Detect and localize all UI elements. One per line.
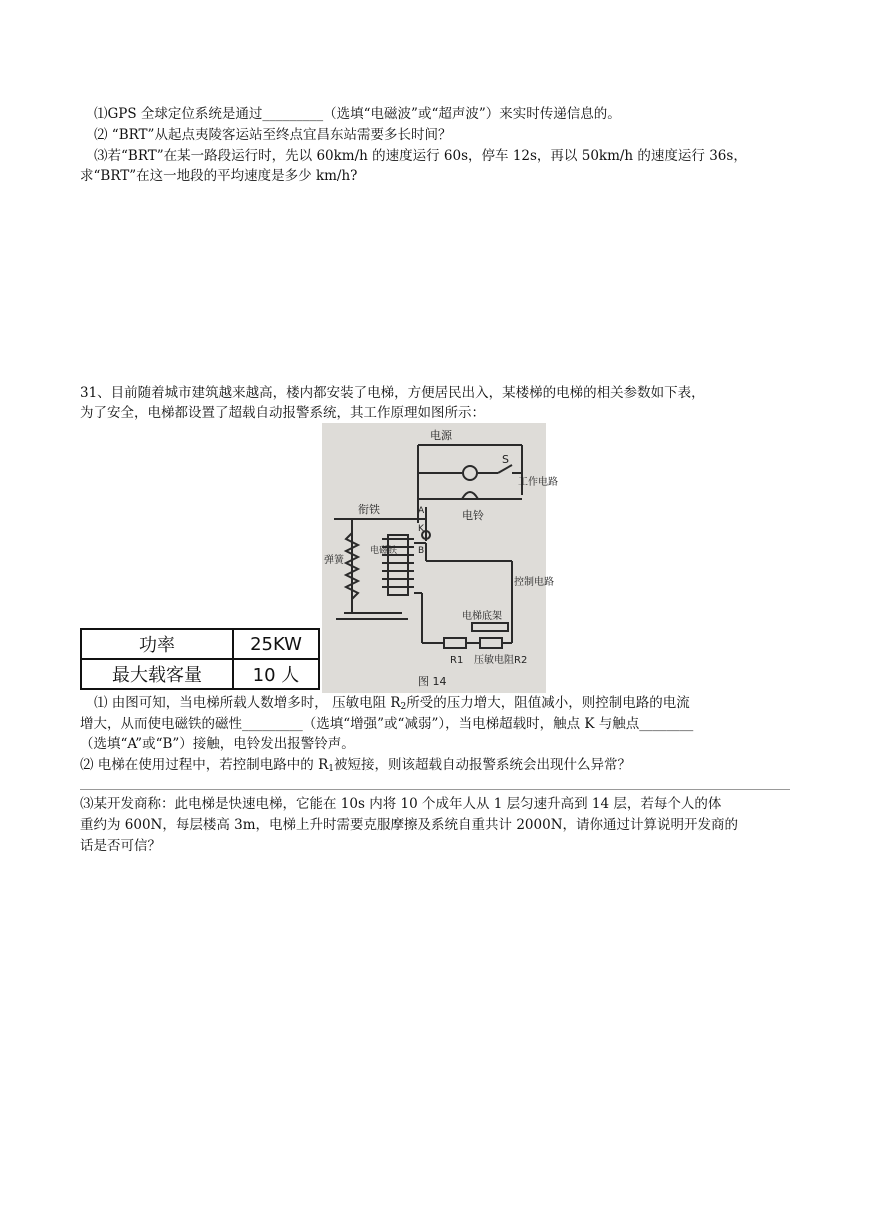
q31-part1-line3: （选填“A”或“B”）接触，电铃发出报警铃声。	[80, 736, 355, 752]
figure-armature-label: 衔铁	[358, 503, 380, 516]
q31-part3-line2: 重约为 600N，每层楼高 3m，电梯上升时需要克服摩擦及系统自重共计 2000N，请你通过计算说明开发商的	[80, 817, 739, 833]
table-cell-label: 最大载客量	[81, 659, 233, 689]
table-cell-value: 10 人	[233, 659, 319, 689]
figure-spring-label: 弹簧	[324, 555, 344, 566]
table-row	[81, 629, 319, 659]
q30-part2: ⑵ “BRT”从起点夷陵客运站至终点宜昌东站需要多长时间？	[94, 127, 452, 143]
figure-contact-k: K	[418, 524, 424, 534]
table-cell-label: 功率	[81, 629, 233, 659]
figure-power-label: 电源	[430, 429, 452, 442]
q31-part3-line1: ⑶某开发商称：此电梯是快速电梯，它能在 10s 内将 10 个成年人从 1 层匀速升高到 14 层，若每个人的体	[80, 796, 722, 812]
figure-control-circuit-label: 控制电路	[514, 577, 554, 588]
figure-contact-a: A	[418, 506, 425, 516]
q31-part2-text-a: ⑵ 电梯在使用过程中，若控制电路中的 R	[80, 757, 329, 773]
q30-part3-line1: ⑶若“BRT”在某一路段运行时，先以 60km/h 的速度运行 60s，停车 12s，再以 50km/h 的速度运行 36s，	[94, 148, 747, 164]
figure-switch-label: S	[502, 453, 509, 466]
q31-part1-text-b: 所受的压力增大，阻值减小，则控制电路的电流	[406, 695, 690, 711]
q31-part3-line3: 话是否可信？	[80, 838, 161, 854]
q31-part1-line2: 增大，从而使电磁铁的磁性_________（选填“增强”或“减弱”），当电梯超载时，触点 K 与触点________	[80, 716, 694, 732]
divider	[80, 789, 790, 790]
table-row	[81, 659, 319, 689]
q31-part2-text-b: 被短接，则该超载自动报警系统会出现什么异常？	[333, 757, 631, 773]
figure-contact-b: B	[418, 546, 425, 556]
figure-electromagnet-label: 电磁铁	[370, 546, 398, 556]
figure-floor-label: 电梯底架	[462, 611, 502, 622]
table-cell-value: 25KW	[233, 629, 319, 659]
figure-bell-label: 电铃	[462, 509, 484, 522]
q31-intro-line2: 为了安全，电梯都设置了超载自动报警系统，其工作原理如图所示：	[80, 405, 485, 421]
figure-r2-label: 压敏电阻R2	[474, 655, 528, 666]
q30-part1: ⑴GPS 全球定位系统是通过_________（选填“电磁波”或“超声波”）来实时传递信息的。	[94, 106, 621, 122]
figure-caption: 图 14	[418, 675, 447, 688]
elevator-spec-table	[80, 628, 320, 690]
q31-part2-subscript: 1	[328, 764, 334, 774]
q31-part1-text-a: ⑴ 由图可知，当电梯所载人数增多时， 压敏电阻 R	[94, 695, 401, 711]
circuit-figure	[322, 423, 558, 693]
figure-r1-label: R1	[450, 655, 464, 666]
q31-part1-subscript: 2	[400, 702, 407, 712]
q31-intro-line1: 31、目前随着城市建筑越来越高，楼内都安装了电梯，方便居民出入，某楼梯的电梯的相关参数如下表，	[80, 385, 705, 401]
q31-part2	[80, 755, 631, 779]
figure-work-circuit-label: 工作电路	[518, 477, 558, 488]
q30-part3-line2: 求“BRT”在这一地段的平均速度是多少 km/h?	[80, 168, 358, 184]
